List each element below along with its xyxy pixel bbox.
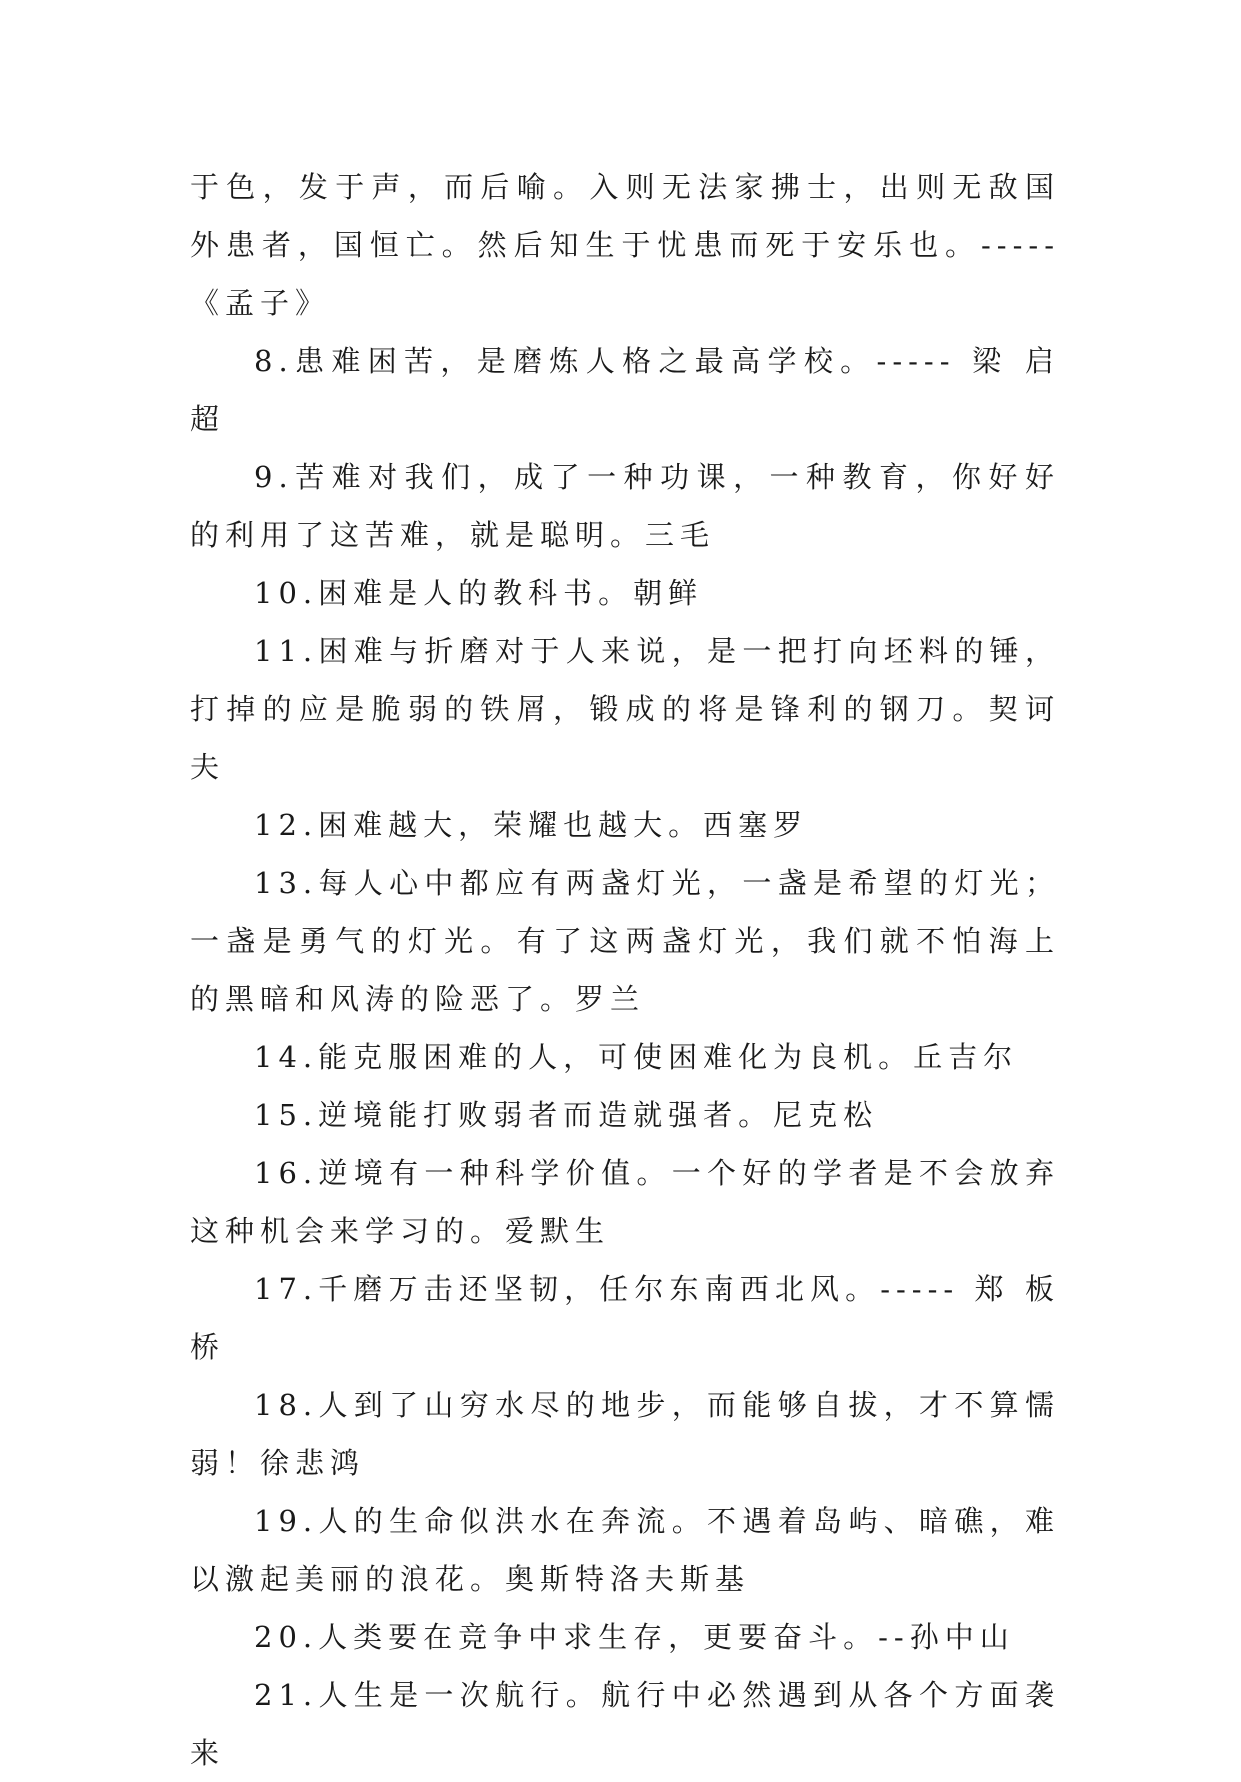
quote-item-16: 16.逆境有一种科学价值。一个好的学者是不会放弃这种机会来学习的。爱默生 [190, 1156, 1060, 1248]
quote-item-12: 12.困难越大，荣耀也越大。西塞罗 [254, 808, 809, 842]
quote-item-14: 14.能克服困难的人，可使困难化为良机。丘吉尔 [254, 1040, 1019, 1074]
quote-item-11: 11.困难与折磨对于人来说，是一把打向坯料的锤，打掉的应是脆弱的铁屑，锻成的将是锋利的钢刀。契诃夫 [190, 634, 1060, 784]
quote-item-15: 15.逆境能打败弱者而造就强者。尼克松 [254, 1098, 879, 1132]
quote-item-8: 8.患难困苦，是磨炼人格之最高学校。----- 梁 启 超 [190, 344, 1060, 436]
quote-item-18: 18.人到了山穷水尽的地步，而能够自拔，才不算懦弱！徐悲鸿 [190, 1388, 1060, 1480]
paragraph-continuation: 于色，发于声，而后喻。入则无法家拂士，出则无敌国外患者，国恒亡。然后知生于忧患而死于安乐也。----- 《孟子》 [190, 170, 1060, 320]
quote-item-20: 20.人类要在竞争中求生存，更要奋斗。--孙中山 [254, 1620, 1015, 1654]
document-body [190, 158, 1060, 1782]
quote-item-17: 17.千磨万击还坚韧，任尔东南西北风。----- 郑 板 桥 [190, 1272, 1060, 1364]
quote-item-9: 9.苦难对我们，成了一种功课，一种教育，你好好的利用了这苦难，就是聪明。三毛 [190, 460, 1060, 552]
quote-item-21: 21.人生是一次航行。航行中必然遇到从各个方面袭来 [190, 1678, 1060, 1770]
quote-item-10: 10.困难是人的教科书。朝鲜 [254, 576, 704, 610]
quote-item-19: 19.人的生命似洪水在奔流。不遇着岛屿、暗礁，难以激起美丽的浪花。奥斯特洛夫斯基 [190, 1504, 1060, 1596]
quote-item-13: 13.每人心中都应有两盏灯光，一盏是希望的灯光；一盏是勇气的灯光。有了这两盏灯光，我们就不怕海上的黑暗和风涛的险恶了。罗兰 [190, 866, 1060, 1016]
